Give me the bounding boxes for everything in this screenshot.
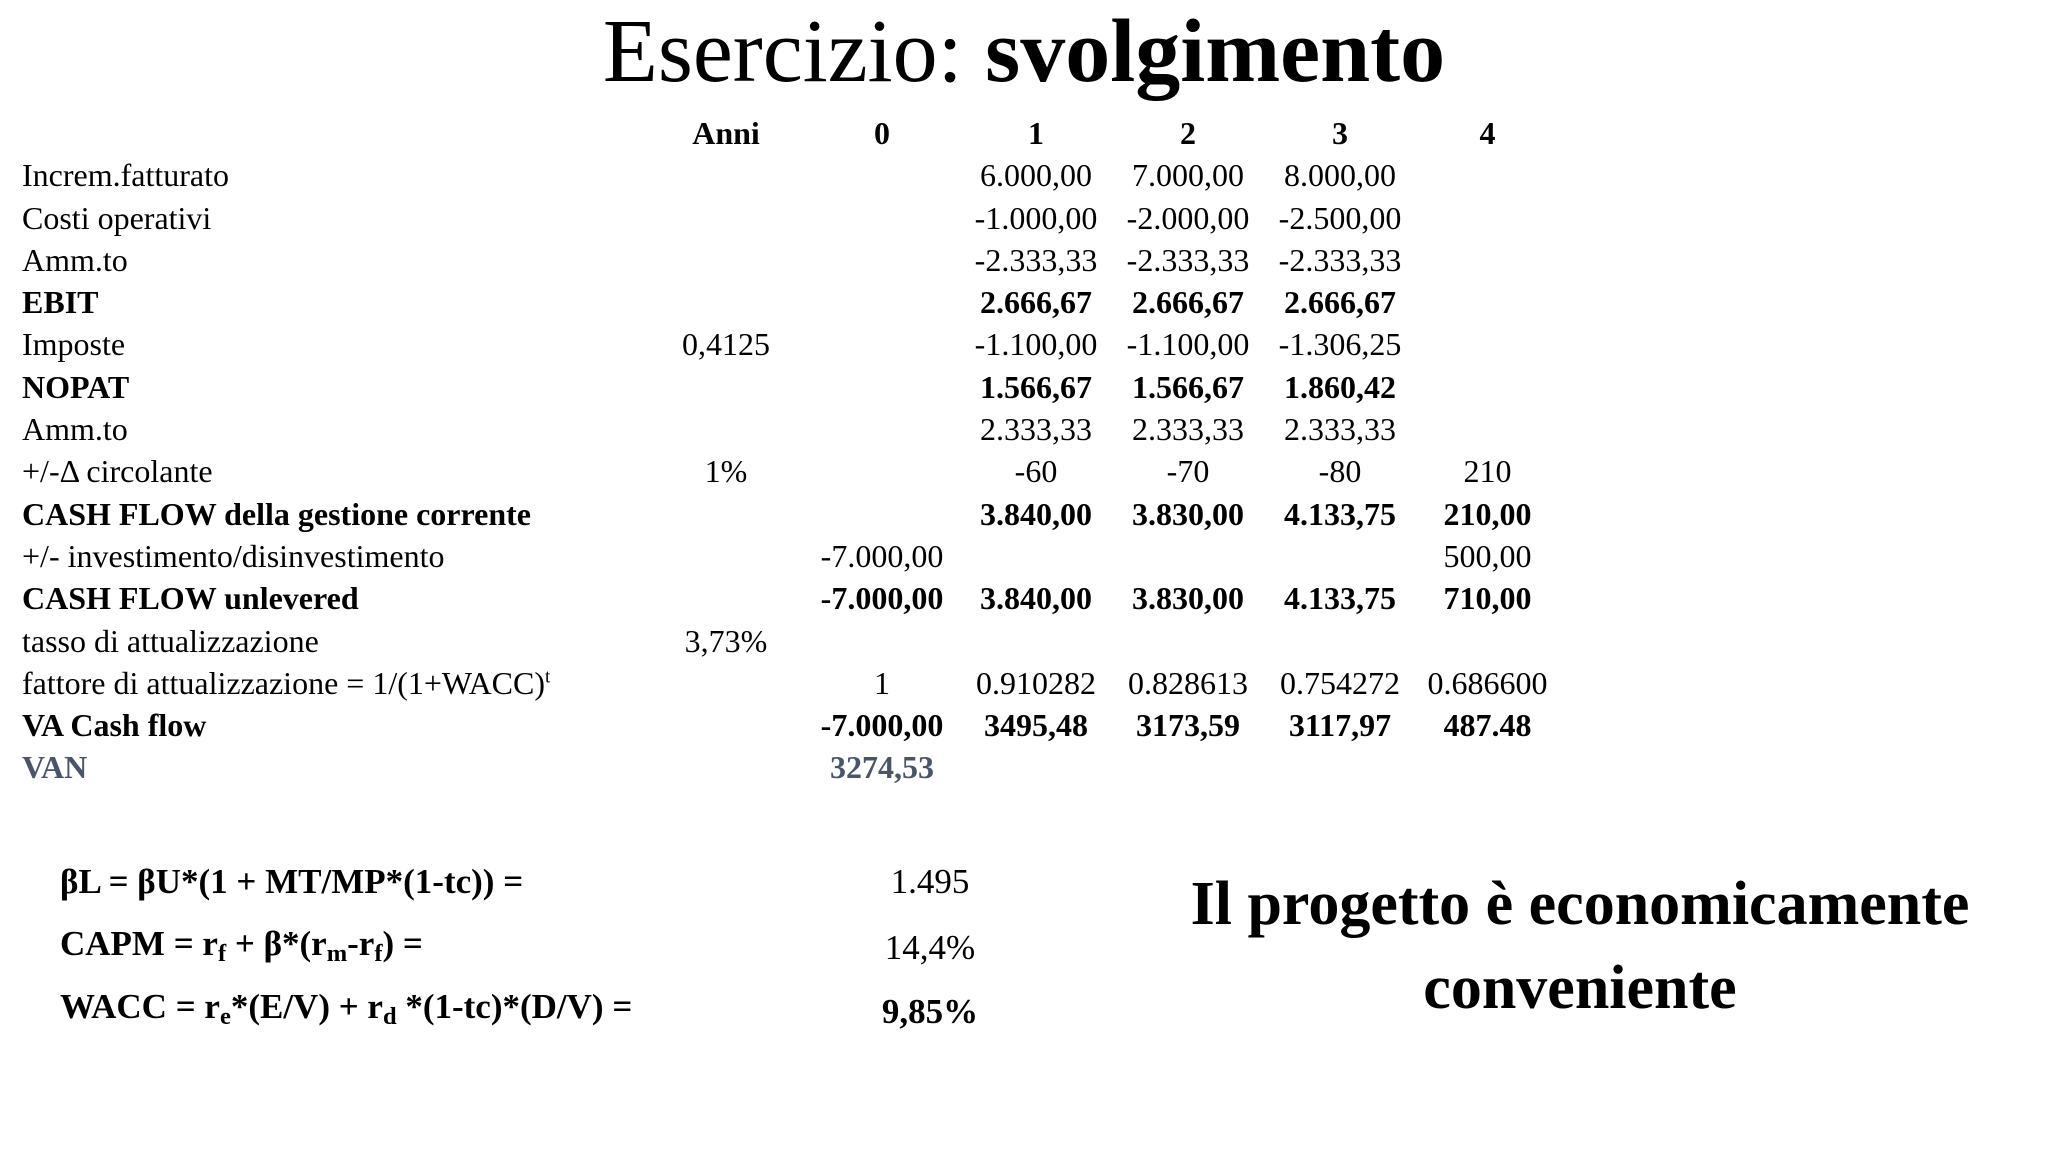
row-value-year-4: [1416, 239, 1559, 281]
row-value-year-1: 6.000,00: [980, 157, 1092, 194]
row-param: [648, 577, 804, 619]
row-value-year-0: [804, 239, 960, 281]
row-value-year-1: 3.840,00: [980, 580, 1092, 617]
table-row: [22, 197, 1559, 239]
capm-part: -r: [347, 924, 375, 963]
row-value-year-1: 2.333,33: [980, 411, 1092, 448]
beta-value: 1.495: [890, 862, 970, 901]
row-param: [648, 239, 804, 281]
row-value-year-3: 8.000,00: [1284, 157, 1396, 194]
row-value-year-2: -70: [1166, 453, 1210, 490]
row-value-year-3: [1264, 620, 1416, 662]
row-value-year-1: -2.333,33: [974, 241, 1098, 278]
wacc-sub: d: [382, 1003, 397, 1030]
conclusion-line-2: conveniente: [1423, 954, 1737, 1022]
row-param: [648, 366, 804, 408]
row-value-year-2: 2.666,67: [1132, 284, 1244, 321]
row-label-text: Imposte: [22, 326, 126, 363]
header-year-4: 4: [1479, 115, 1496, 151]
table-row: [22, 577, 1559, 619]
row-value-year-4: 487.48: [1443, 707, 1532, 744]
row-value-year-0: [804, 493, 960, 535]
wacc-sub: e: [219, 1003, 231, 1030]
row-value-year-0: 3274,53: [830, 749, 934, 786]
row-value-year-3: [1264, 535, 1416, 577]
row-value-year-2: -1.100,00: [1126, 326, 1250, 363]
row-label-text: CASH FLOW unlevered: [22, 580, 359, 617]
row-label: [22, 323, 648, 365]
row-value-year-4: [1416, 746, 1559, 788]
row-label-text: CASH FLOW della gestione corrente: [22, 495, 531, 532]
row-value-year-4: [1416, 366, 1559, 408]
row-value-year-1: [960, 620, 1112, 662]
wacc-part: *(1-tc)*(D/V) =: [396, 987, 633, 1026]
row-value-year-0: -7.000,00: [820, 537, 944, 574]
row-value-year-3: -2.333,33: [1278, 241, 1402, 278]
table-row: [22, 450, 1559, 492]
title-bold: svolgimento: [985, 2, 1446, 101]
row-value-year-2: 3173,59: [1136, 707, 1240, 744]
row-label-text: VA Cash flow: [22, 707, 207, 744]
row-value-year-4: 0.686600: [1427, 664, 1548, 701]
row-param: [648, 746, 804, 788]
capm-part: CAPM = r: [60, 924, 218, 963]
row-label: [22, 746, 648, 788]
row-param: [648, 408, 804, 450]
row-value-year-4: [1416, 323, 1559, 365]
table-row: [22, 281, 1559, 323]
table-row: [22, 662, 1559, 704]
row-param: [648, 154, 804, 196]
row-label-text: Costi operativi: [22, 199, 212, 236]
row-value-year-2: 7.000,00: [1132, 157, 1244, 194]
row-param: 3,73%: [684, 622, 768, 659]
row-param: 0,4125: [682, 326, 770, 363]
capm-value: 14,4%: [884, 928, 976, 967]
row-value-year-2: [1112, 620, 1264, 662]
header-year-3: 3: [1332, 115, 1348, 151]
table-row: [22, 535, 1559, 577]
row-value-year-0: [804, 408, 960, 450]
row-value-year-0: [804, 620, 960, 662]
table-row: [22, 239, 1559, 281]
row-value-year-3: 1.860,42: [1284, 368, 1396, 405]
table-row: [22, 493, 1559, 535]
row-value-year-1: [960, 535, 1112, 577]
row-value-year-1: 0.910282: [976, 664, 1096, 701]
row-value-year-1: [960, 746, 1112, 788]
row-value-year-2: -2.000,00: [1126, 199, 1250, 236]
row-label: [22, 281, 648, 323]
row-label-text: Increm.fatturato: [22, 157, 229, 194]
row-value-year-3: 3117,97: [1288, 707, 1392, 744]
row-label-text: Amm.to: [22, 411, 128, 448]
row-param: 1%: [704, 453, 748, 490]
row-param: [648, 535, 804, 577]
wacc-part: *(E/V) + r: [230, 987, 383, 1026]
header-year-2: 2: [1180, 115, 1196, 151]
row-label-text: VAN: [22, 749, 88, 786]
wacc-formula: [60, 987, 632, 1031]
wacc-value: 9,85%: [881, 992, 979, 1031]
row-value-year-1: 3.840,00: [980, 495, 1092, 532]
row-value-year-1: 3495,48: [984, 707, 1088, 744]
table-row: [22, 323, 1559, 365]
row-value-year-0: [804, 281, 960, 323]
row-value-year-2: 2.333,33: [1132, 411, 1244, 448]
row-value-year-4: [1416, 281, 1559, 323]
row-label-text: EBIT: [22, 284, 99, 321]
row-label: [22, 620, 648, 662]
row-label: [22, 366, 648, 408]
row-value-year-3: 4.133,75: [1284, 580, 1396, 617]
row-value-year-4: 210: [1463, 453, 1512, 490]
conclusion-line-1: Il progetto è economicamente: [1190, 870, 1970, 938]
row-value-year-0: 1: [874, 664, 890, 701]
row-param: [648, 662, 804, 704]
row-value-year-4: 500,00: [1443, 537, 1532, 574]
row-label-text: +/- investimento/disinvestimento: [22, 537, 445, 574]
header-year-0: 0: [874, 115, 890, 151]
row-label: [22, 239, 648, 281]
row-value-year-0: [804, 154, 960, 196]
row-value-year-0: [804, 450, 960, 492]
row-value-year-0: -7.000,00: [820, 707, 944, 744]
capm-part: + β*(r: [226, 924, 327, 963]
row-value-year-3: 2.333,33: [1284, 411, 1396, 448]
row-value-year-4: [1416, 620, 1559, 662]
row-label: [22, 154, 648, 196]
header-label: [22, 112, 648, 154]
conclusion: [1130, 862, 2030, 1030]
row-value-year-3: [1264, 746, 1416, 788]
table-row: [22, 408, 1559, 450]
row-value-year-4: 210,00: [1443, 495, 1532, 532]
row-value-year-4: [1416, 154, 1559, 196]
row-value-year-2: 3.830,00: [1132, 495, 1244, 532]
header-year-1: 1: [1028, 115, 1044, 151]
row-value-year-0: [804, 197, 960, 239]
row-param: [648, 197, 804, 239]
table-row: [22, 620, 1559, 662]
slide-title: [0, 2, 2048, 102]
row-value-year-1: -60: [1014, 453, 1058, 490]
row-value-year-2: [1112, 746, 1264, 788]
row-label-text: +/-Δ circolante: [22, 453, 213, 490]
row-value-year-1: 2.666,67: [980, 284, 1092, 321]
beta-formula: βL = βU*(1 + MT/MP*(1-tc)) =: [60, 862, 524, 901]
capm-formula: [60, 924, 423, 968]
row-label: [22, 197, 648, 239]
table-row: [22, 366, 1559, 408]
title-normal: Esercizio:: [602, 2, 986, 101]
row-param: [648, 704, 804, 746]
header-anni: Anni: [692, 115, 760, 151]
row-param: [648, 281, 804, 323]
row-value-year-3: 0.754272: [1280, 664, 1400, 701]
row-value-year-3: -80: [1318, 453, 1362, 490]
row-label: [22, 662, 648, 704]
row-value-year-3: -2.500,00: [1278, 199, 1402, 236]
row-label: [22, 450, 648, 492]
row-value-year-4: [1416, 408, 1559, 450]
row-value-year-4: [1416, 197, 1559, 239]
row-value-year-0: [804, 323, 960, 365]
capm-part: ) =: [382, 924, 423, 963]
table-row: [22, 746, 1559, 788]
row-value-year-1: -1.000,00: [974, 199, 1098, 236]
row-value-year-2: 1.566,67: [1132, 368, 1244, 405]
row-value-year-1: -1.100,00: [974, 326, 1098, 363]
table-header-row: [22, 112, 1559, 154]
table-row: [22, 154, 1559, 196]
row-value-year-2: 0.828613: [1128, 664, 1248, 701]
table-row: [22, 704, 1559, 746]
row-param: [648, 493, 804, 535]
row-value-year-3: 4.133,75: [1284, 495, 1396, 532]
row-label-text: NOPAT: [22, 368, 130, 405]
row-value-year-2: -2.333,33: [1126, 241, 1250, 278]
row-value-year-4: 710,00: [1443, 580, 1532, 617]
row-label-text: fattore di attualizzazione = 1/(1+WACC): [22, 664, 546, 701]
capm-sub: m: [326, 940, 348, 967]
row-value-year-3: -1.306,25: [1278, 326, 1402, 363]
row-label: [22, 535, 648, 577]
row-label-sup: t: [545, 666, 551, 688]
row-value-year-0: [804, 366, 960, 408]
row-label-text: Amm.to: [22, 241, 128, 278]
row-label-text: tasso di attualizzazione: [22, 622, 319, 659]
row-value-year-3: 2.666,67: [1284, 284, 1396, 321]
row-value-year-2: [1112, 535, 1264, 577]
row-label: [22, 493, 648, 535]
cash-flow-table: [22, 112, 1559, 789]
row-label: [22, 577, 648, 619]
row-value-year-2: 3.830,00: [1132, 580, 1244, 617]
row-label: [22, 408, 648, 450]
capm-sub: f: [217, 940, 227, 967]
row-value-year-0: -7.000,00: [820, 580, 944, 617]
capm-sub: f: [374, 940, 383, 967]
wacc-part: WACC = r: [60, 987, 220, 1026]
row-label: [22, 704, 648, 746]
row-value-year-1: 1.566,67: [980, 368, 1092, 405]
